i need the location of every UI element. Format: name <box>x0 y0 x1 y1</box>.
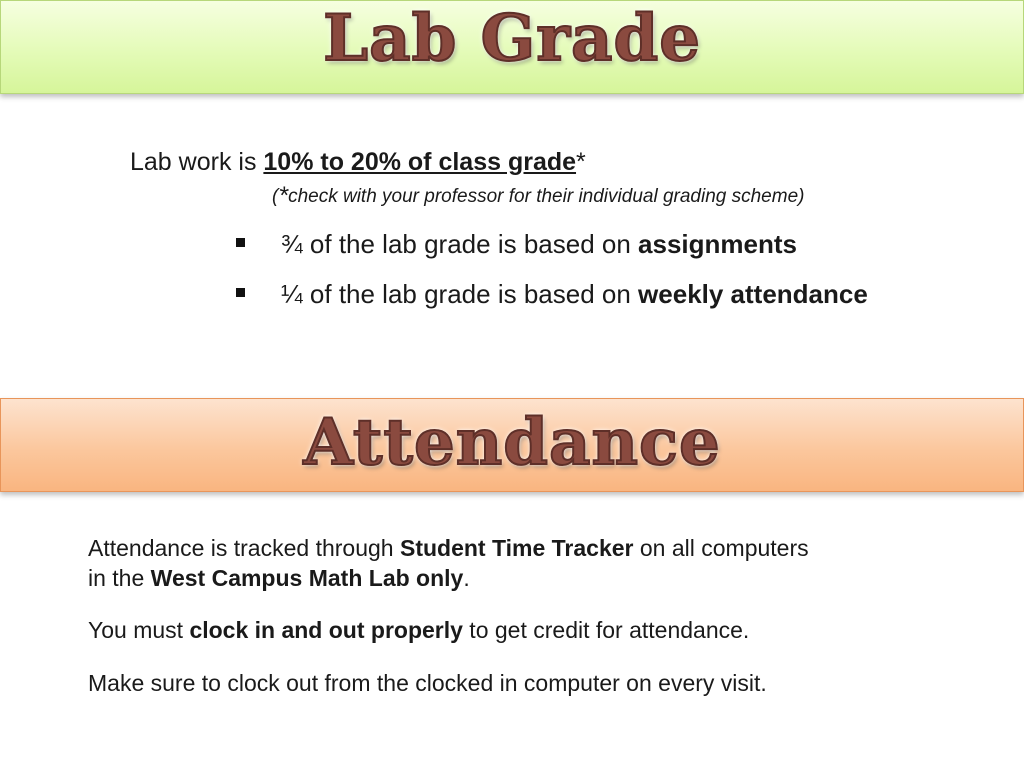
professor-note <box>272 182 804 211</box>
square-bullet-icon <box>236 238 245 247</box>
clock-out-paragraph: Make sure to clock out from the clocked in computer on every visit. <box>88 670 767 696</box>
bullet-attendance-prefix: ¼ of the lab grade is based on <box>281 279 631 309</box>
bullet-attendance <box>236 279 868 310</box>
bullet-assignments-emphasis: assignments <box>638 229 797 259</box>
note-text: check with your professor for their individual grading scheme) <box>288 186 805 207</box>
lab-work-prefix: Lab work is <box>130 148 264 176</box>
clock-in-emphasis: clock in and out properly <box>189 617 463 643</box>
lab-grade-title: Lab Grade <box>323 1 701 76</box>
lab-work-asterisk: * <box>576 148 586 176</box>
tracking-line-1 <box>88 533 809 563</box>
bullet-assignments-prefix: ¾ of the lab grade is based on <box>281 229 631 259</box>
clock-in-suffix: to get credit for attendance. <box>462 617 750 643</box>
location-name: West Campus Math Lab only <box>150 565 464 591</box>
note-open-paren: ( <box>272 186 279 207</box>
bullet-attendance-emphasis: weekly attendance <box>638 279 868 309</box>
note-asterisk: * <box>278 182 289 210</box>
tracker-name: Student Time Tracker <box>399 535 634 561</box>
tracking-line-2 <box>88 563 809 593</box>
tracking-text: Attendance is tracked through <box>88 535 400 561</box>
clock-in-paragraph <box>88 615 749 645</box>
attendance-title: Attendance <box>303 405 721 480</box>
bullet-assignments <box>236 229 797 260</box>
lab-work-statement <box>130 148 586 177</box>
tracking-text-continued: on all computers <box>633 535 809 561</box>
attendance-banner <box>0 398 1024 492</box>
lab-grade-banner <box>0 0 1024 94</box>
attendance-tracking-paragraph <box>88 533 809 593</box>
square-bullet-icon <box>236 288 245 297</box>
location-prefix: in the <box>88 565 151 591</box>
lab-work-percentage: 10% to 20% of class grade <box>263 148 577 176</box>
clock-in-prefix: You must <box>88 617 190 643</box>
location-period: . <box>463 565 470 591</box>
